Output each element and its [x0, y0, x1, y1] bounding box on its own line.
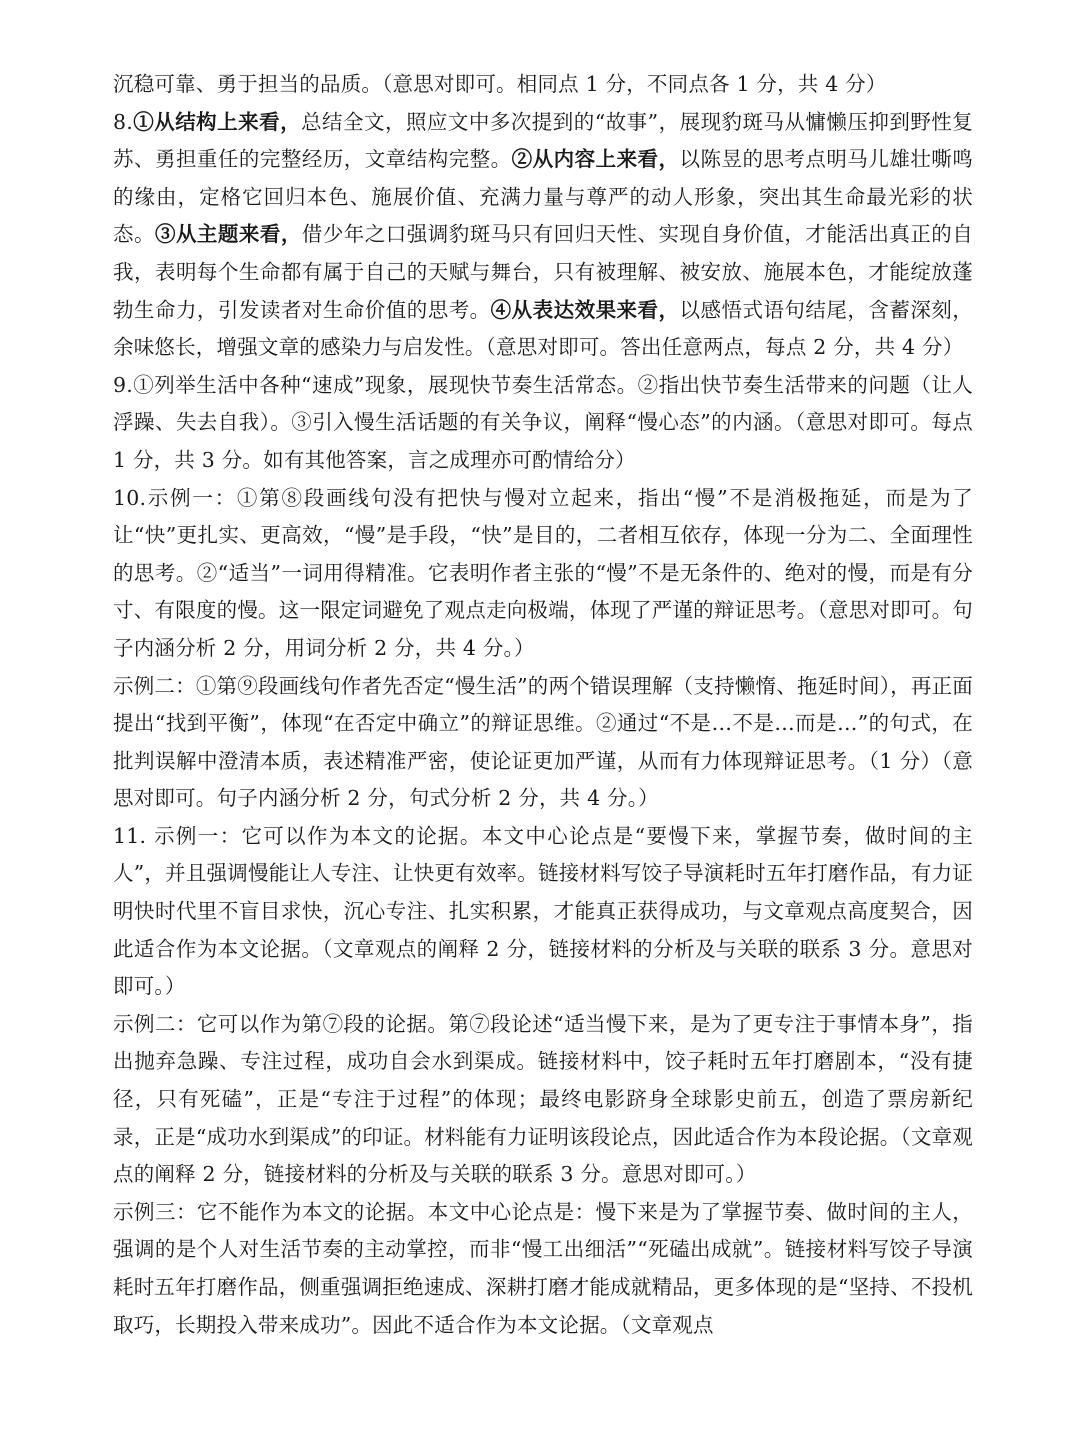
q8-point1-text: 总结全文，照应文中多次提到的“故事”，展现豹斑马从慵懒压抑到野性复苏、勇担重任的完整经历，文章结构完整。 [113, 109, 973, 172]
q8-point4-text: 以感悟式语句结尾，含蓄深刻，余味悠长，增强文章的感染力与启发性。（意思对即可。答出任意两点，每点 2 分，共 4 分） [113, 297, 973, 360]
q8-point3-text: 借少年之口强调豹斑马只有回归天性、实现自身价值，才能活出真正的自我，表明每个生命都有属于自己的天赋与舞台，只有被理解、被安放、施展本色，才能绽放蓬勃生命力，引发读者对生命价值的思考。 [113, 222, 973, 322]
q7-answer-tail: 沉稳可靠、勇于担当的品质。（意思对即可。相同点 1 分，不同点各 1 分，共 4 分） [113, 72, 887, 96]
q11-example3: 示例三：它不能作为本文的论据。本文中心论点是：慢下来是为了掌握节奏、做时间的主人，强调的是个人对生活节奏的主动掌控，而非“慢工出细活”“死磕出成就”。链接材料写饺子导演耗时五年打磨作品，侧重强调拒绝速成、深耕打磨才能成就精品，更多体现的是“坚持、不投机取巧，长期投入带来成功”。因此不适合作为本文论据。（文章观点 [113, 1199, 973, 1337]
q8-point1-heading: ①从结构上来看， [132, 109, 302, 134]
q8-point3-heading: ③从主题来看， [154, 222, 302, 247]
q8-number: 8. [113, 109, 133, 134]
q9-answer: 9.①列举生活中各种“速成”现象，展现快节奏生活常态。②指出快节奏生活带来的问题（让人浮躁、失去自我）。③引入慢生活话题的有关争议，阐释“慢心态”的内涵。（意思对即可。每点 1 分，共 3 分。如有其他答案，言之成理亦可酌情给分） [113, 372, 973, 472]
q10-example1: 10.示例一：①第⑧段画线句没有把快与慢对立起来，指出“慢”不是消极拖延，而是为了让“快”更扎实、更高效，“慢”是手段，“快”是目的，二者相互依存，体现一分为二、全面理性的思考。②“适当”一词用得精准。它表明作者主张的“慢”不是无条件的、绝对的慢，而是有分寸、有限度的慢。这一限定词避免了观点走向极端，体现了严谨的辩证思考。（意思对即可。句子内涵分析 2 分，用词分析 2 分，共 4 分。） [113, 485, 973, 660]
q8-point2-text: 以陈昱的思考点明马儿雄壮嘶鸣的缘由，定格它回归本色、施展价值、充满力量与尊严的动人形象，突出其生命最光彩的状态。 [113, 147, 973, 247]
q11-example2: 示例二：它可以作为第⑦段的论据。第⑦段论述“适当慢下来，是为了更专注于事情本身”，指出抛弃急躁、专注过程，成功自会水到渠成。链接材料中，饺子耗时五年打磨剧本，“没有捷径，只有死磕”，正是“专注于过程”的体现；最终电影跻身全球影史前五，创造了票房新纪录，正是“成功水到渠成”的印证。材料能有力证明该段论点，因此适合作为本段论据。（文章观点的阐释 2 分，链接材料的分析及与关联的联系 3 分。意思对即可。） [113, 1011, 973, 1187]
q8-point2-heading: ②从内容上来看， [511, 147, 680, 172]
q10-example2: 示例二：①第⑨段画线句作者先否定“慢生活”的两个错误理解（支持懒惰、拖延时间），再正面提出“找到平衡”，体现“在否定中确立”的辩证思维。②通过“不是…不是…而是…”的句式，在批判误解中澄清本质，表述精准严密，使论证更加严谨，从而有力体现辩证思考。（1 分）（意思对即可。句子内涵分析 2 分，句式分析 2 分，共 4 分。） [113, 673, 973, 811]
answer-key-page [113, 66, 973, 1344]
q8-answer [113, 104, 973, 367]
q11-example1: 11. 示例一：它可以作为本文的论据。本文中心论点是“要慢下来，掌握节奏，做时间的主人”，并且强调慢能让人专注、让快更有效率。链接材料写饺子导演耗时五年打磨作品，有力证明快时代里不盲目求快，沉心专注、扎实积累，才能真正获得成功，与文章观点高度契合，因此适合作为本文论据。（文章观点的阐释 2 分，链接材料的分析及与关联的联系 3 分。意思对即可。） [113, 823, 973, 999]
q8-point4-heading: ④从表达效果来看， [490, 297, 680, 322]
